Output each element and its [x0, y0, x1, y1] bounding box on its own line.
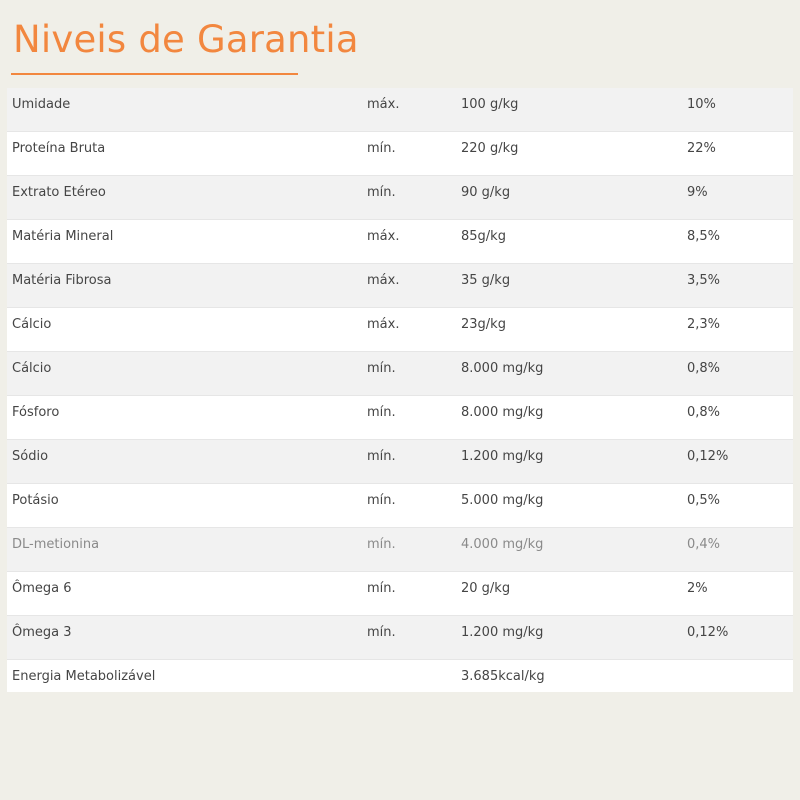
table-row — [7, 528, 793, 572]
amount-value: 100 g/kg — [461, 97, 519, 112]
table-row — [7, 396, 793, 440]
limit-type: mín. — [367, 493, 396, 508]
nutrient-name: Extrato Etéreo — [12, 185, 106, 200]
percent-value: 10% — [687, 97, 716, 112]
percent-value: 8,5% — [687, 229, 721, 244]
percent-value: 2% — [687, 581, 708, 596]
nutrient-name: Cálcio — [12, 317, 52, 332]
percent-value: 2,3% — [687, 317, 721, 332]
table-row — [7, 88, 793, 132]
nutrient-name: Energia Metabolizável — [12, 669, 156, 684]
guarantee-levels-table — [7, 88, 793, 692]
limit-type: mín. — [367, 185, 396, 200]
title-underline — [11, 73, 298, 75]
percent-value: 0,8% — [687, 405, 721, 420]
table-row — [7, 660, 793, 692]
amount-value: 23g/kg — [461, 317, 506, 332]
nutrient-name: Proteína Bruta — [12, 141, 106, 156]
nutrient-name: Ômega 6 — [12, 581, 72, 596]
amount-value: 90 g/kg — [461, 185, 511, 200]
limit-type: máx. — [367, 273, 400, 288]
nutrient-name: Cálcio — [12, 361, 52, 376]
amount-value: 1.200 mg/kg — [461, 449, 544, 464]
percent-value: 9% — [687, 185, 708, 200]
limit-type: mín. — [367, 625, 396, 640]
percent-value: 0,5% — [687, 493, 721, 508]
nutrient-name: Potásio — [12, 493, 59, 508]
table-row — [7, 132, 793, 176]
amount-value: 85g/kg — [461, 229, 506, 244]
amount-value: 1.200 mg/kg — [461, 625, 544, 640]
percent-value: 3,5% — [687, 273, 721, 288]
percent-value: 0,12% — [687, 625, 729, 640]
amount-value: 220 g/kg — [461, 141, 519, 156]
nutrient-name: Umidade — [12, 97, 71, 112]
percent-value: 22% — [687, 141, 716, 156]
amount-value: 20 g/kg — [461, 581, 511, 596]
nutrient-name: Fósforo — [12, 405, 60, 420]
limit-type: mín. — [367, 361, 396, 376]
table-row — [7, 264, 793, 308]
table-row — [7, 484, 793, 528]
limit-type: mín. — [367, 537, 396, 552]
nutrient-name: Matéria Fibrosa — [12, 273, 112, 288]
limit-type: máx. — [367, 97, 400, 112]
limit-type: mín. — [367, 449, 396, 464]
nutrient-name: Ômega 3 — [12, 625, 72, 640]
nutrient-name: DL-metionina — [12, 537, 100, 552]
limit-type: máx. — [367, 317, 400, 332]
amount-value: 8.000 mg/kg — [461, 405, 544, 420]
table-row — [7, 616, 793, 660]
table-row — [7, 352, 793, 396]
limit-type: máx. — [367, 229, 400, 244]
page-title: Niveis de Garantia — [13, 18, 359, 61]
table-row — [7, 176, 793, 220]
table-row — [7, 572, 793, 616]
limit-type: mín. — [367, 581, 396, 596]
table-row — [7, 440, 793, 484]
amount-value: 35 g/kg — [461, 273, 511, 288]
percent-value: 0,12% — [687, 449, 729, 464]
nutrient-name: Sódio — [12, 449, 49, 464]
amount-value: 8.000 mg/kg — [461, 361, 544, 376]
percent-value: 0,4% — [687, 537, 721, 552]
table-row — [7, 220, 793, 264]
amount-value: 5.000 mg/kg — [461, 493, 544, 508]
table-row — [7, 308, 793, 352]
limit-type: mín. — [367, 141, 396, 156]
limit-type: mín. — [367, 405, 396, 420]
nutrient-name: Matéria Mineral — [12, 229, 114, 244]
percent-value: 0,8% — [687, 361, 721, 376]
amount-value: 4.000 mg/kg — [461, 537, 544, 552]
amount-value: 3.685kcal/kg — [461, 669, 545, 684]
